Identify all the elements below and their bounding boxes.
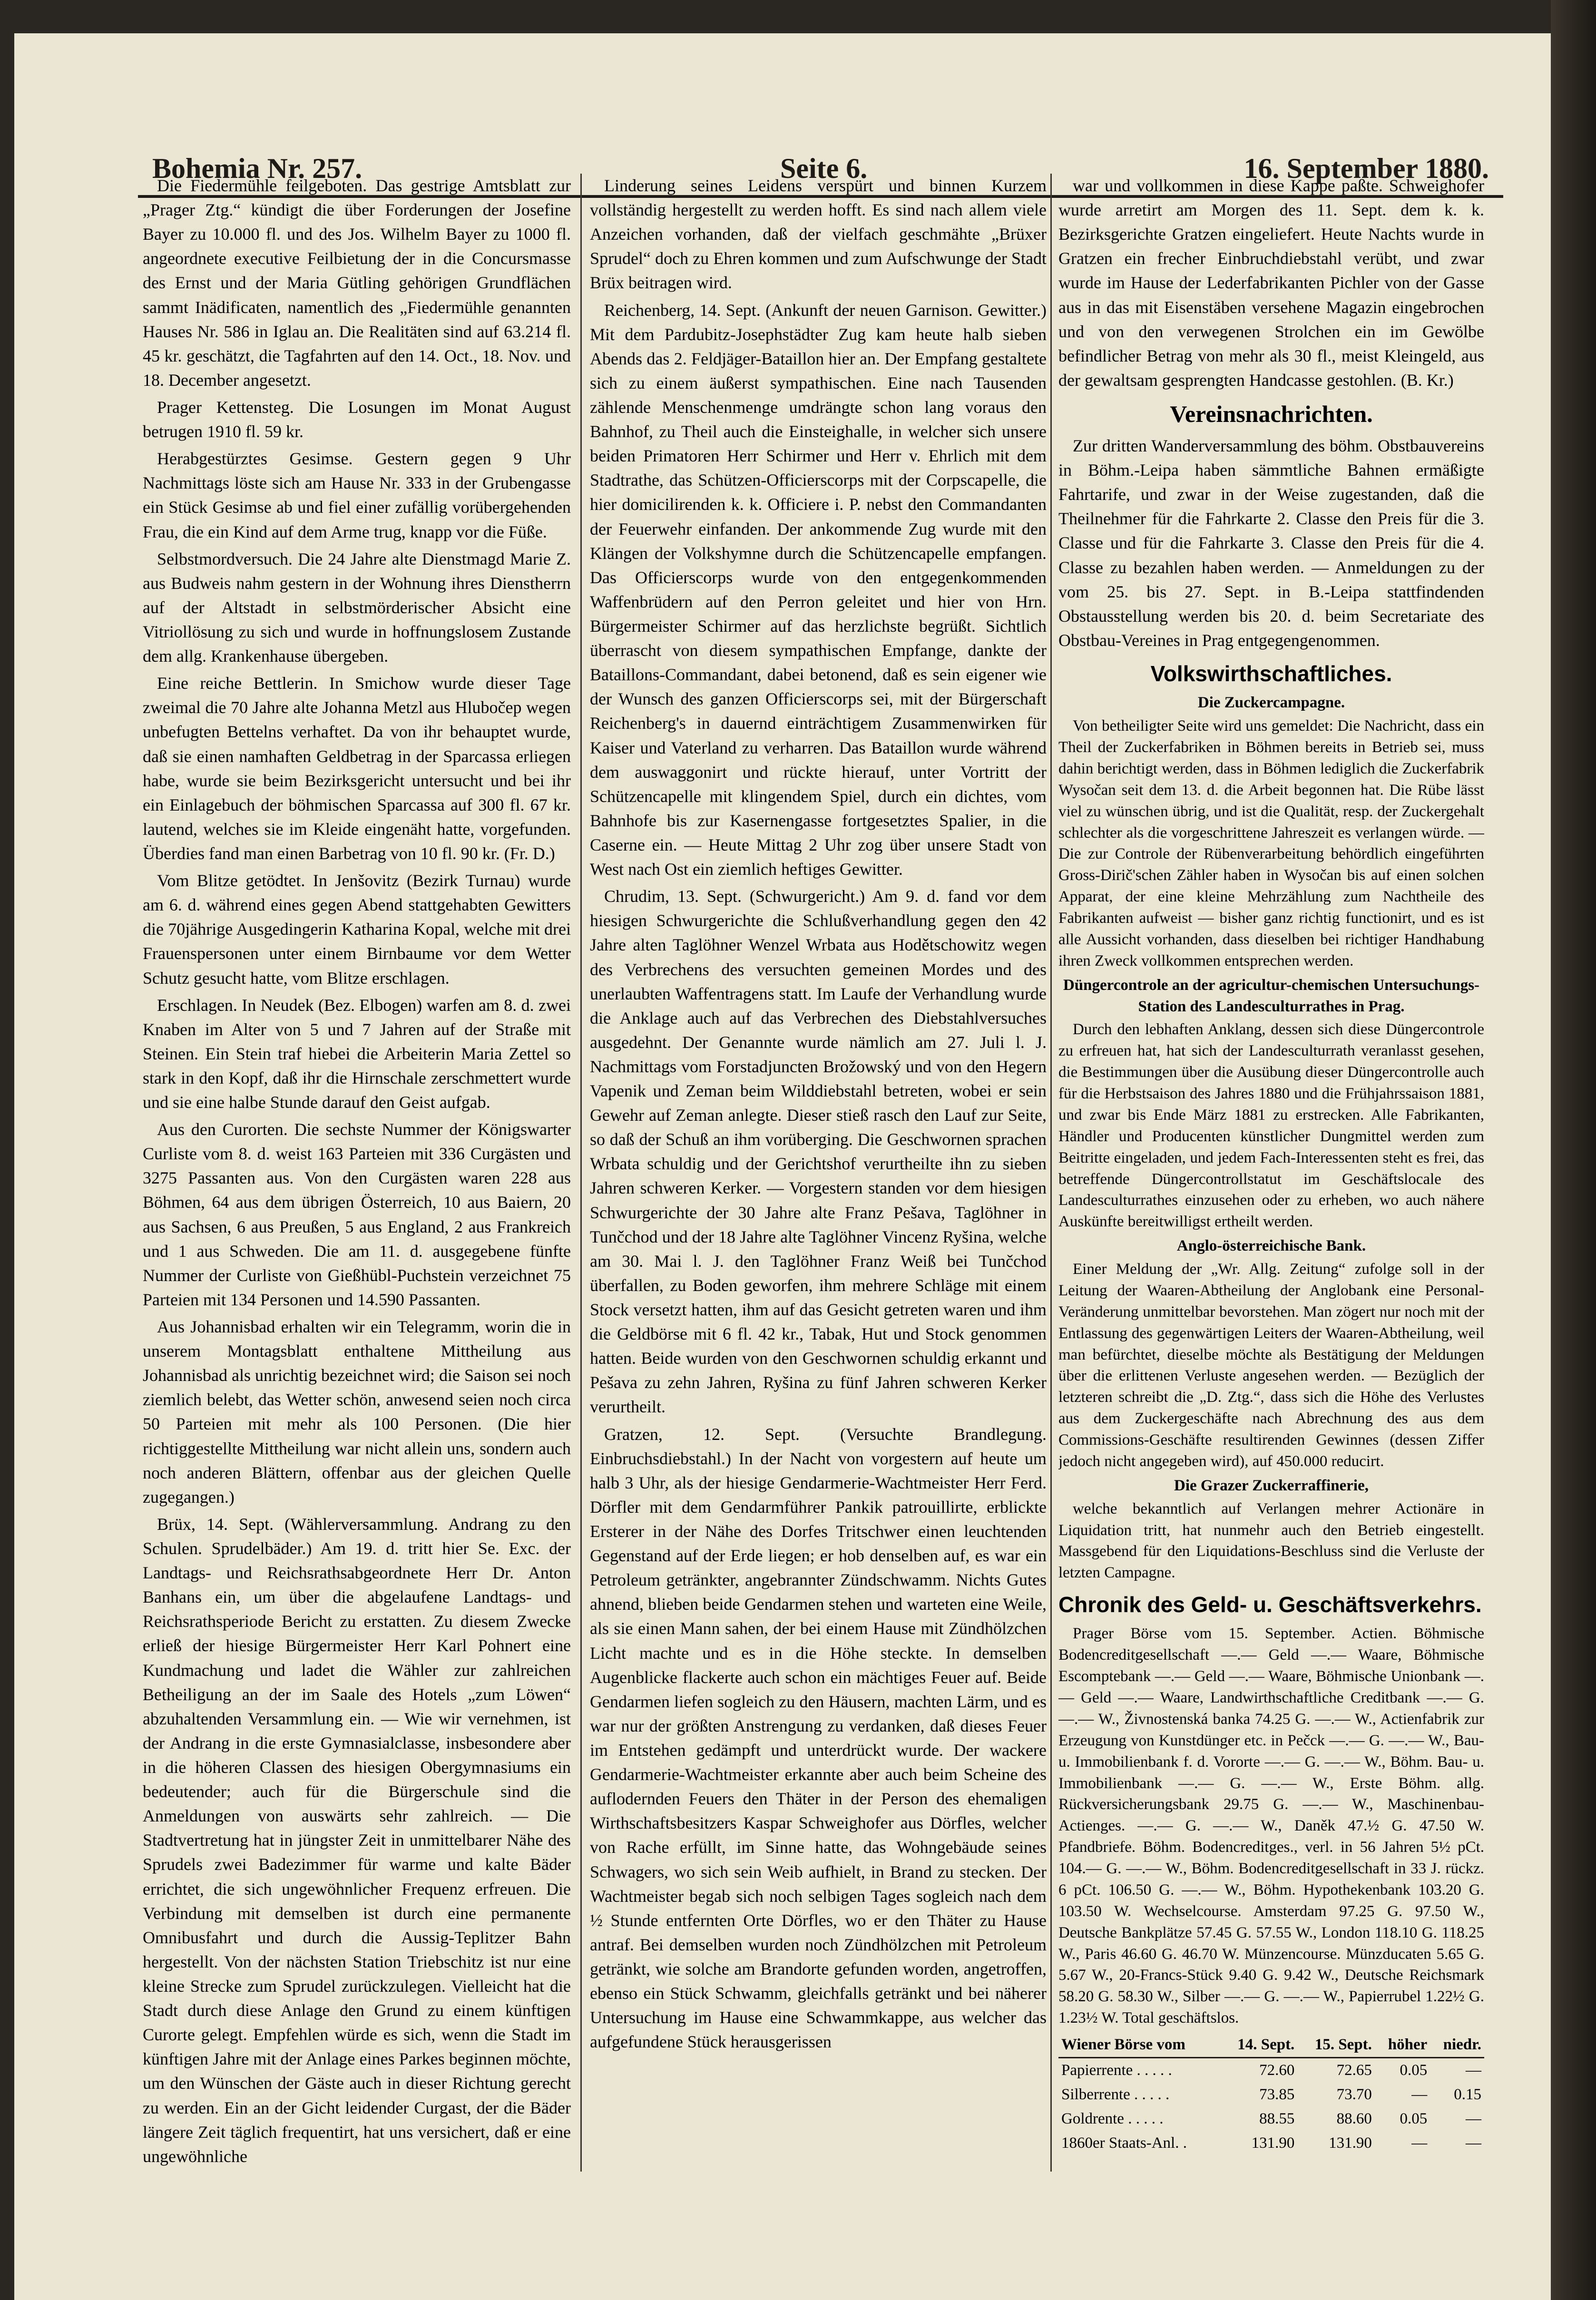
article: Von betheiligter Seite wird uns gemeldet: Die Nachricht, dass ein Theil der Zuckerfabriken in Böhmen bereits in Betrieb sei, muss dahin berichtigt werden, dass in Böhmen lediglich die Zuckerfabrik Wysočan seit dem 13. d. die Arbeit begonnen hat. Die Rübe lässt viel zu wünschen übrig, und ist die Qualität, resp. der Zuckergehalt schlechter als die vorgeschrittene Jahreszeit es verlangen würde. — Die zur Controle der Rübenverarbeitung behördlich eingeführten Gross-Dirič'schen Zähler haben in Wysočan bis auf einen solchen Apparat, der eine kleine Mehrzählung zum Nachtheile des Fabrikanten aufweist — bisher ganz richtig functionirt, und es ist alle Aussicht vorhanden, dass dieselben bei richtiger Handhabung ihren Zweck vollkommen entsprechen werden. xyxy=(1058,717,1484,969)
table-cell: 73.85 xyxy=(1259,2085,1295,2103)
column-3 xyxy=(1058,174,1484,2172)
table-cell: 131.90 xyxy=(1251,2134,1295,2152)
section-heading-chronik: Chronik des Geld- u. Geschäftsverkehrs. xyxy=(1058,1592,1482,1617)
article: Die Fiedermühle feilgeboten. Das gestrige Amtsblatt zur „Prager Ztg.“ kündigt die über Forderungen der Josefine Bayer zu 10.000 fl. und des Jos. Wilhelm Bayer zu 1000 fl. angeordnete executive Feilbietung der in die Concursmasse des Ernst und der Maria Gütling gehörigen Grundflächen sammt Inädificaten, namentlich des „Fiedermühle genannten Hauses Nr. 586 in Iglau an. Die Realitäten sind auf 63.214 fl. 45 kr. geschätzt, die Tagfahrten auf den 14. Oct., 18. Nov. und 18. December angesetzt. xyxy=(143,176,571,390)
vienna-exchange-table xyxy=(1058,2033,1484,2155)
article: Gratzen, 12. Sept. (Versuchte Brandlegung. Einbruchsdiebstahl.) In der Nacht von vorgestern auf heute um halb 3 Uhr, als der hiesige Gendarmerie-Wachtmeister Herr Ferd. Dörfler mit dem Gendarmführer Pankik patrouillirte, erblickte Ersterer in der Nähe des Dorfes Tritschwer einen leuchtenden Gegenstand auf der Erde liegen; er hob denselben auf, es war ein Petroleum getränkter, angebrannter Zündschwamm. Nichts Gutes ahnend, blieben beide Gendarmen stehen und warteten eine Weile, als sie einen Mann sahen, der bei einem Hause mit Zündhölzchen Licht machte und es in die Höhe steckte. In demselben Augenblicke flackerte auch schon ein mächtiges Feuer auf. Beide Gendarmen liefen sogleich zu den Häusern, machten Lärm, und es war nur der größten Anstrengung zu verdanken, daß dieses Feuer im Entstehen gedämpft und unterdrückt wurde. Der wackere Gendarmerie-Wachtmeister erkannte aber auch beim Scheine des auflodernden Feuers den Thäter in der Person des ehemaligen Wirthschaftsbesitzers Kaspar Schweighofer aus Dörfles, welcher von Rache erfüllt, im Sinne hatte, das Wohngebäude seines Schwagers, wo sich sein Weib aufhielt, in Brand zu stecken. Der Wachtmeister begab sich noch selbigen Tages sogleich nach dem ½ Stunde entfernten Orte Dörfles, wo er den Thäter zu Hause antraf. Bei demselben wurden noch Zündhölzchen mit Petroleum getränkt, wie solche am Brandorte gefunden worden, angetroffen, ebenso ein Stück Schwamm, gleichfalls getränkt und bei näherer Untersuchung im Hause eine Schwammkappe, aus welcher das aufgefundene Stück herausgerissen xyxy=(590,1424,1047,2052)
article: Linderung seines Leidens verspürt und binnen Kurzem vollständig hergestellt zu werden hofft. Es sind nach allem viele Anzeichen vorhanden, daß der vielfach geschmähte „Brüxer Sprudel“ doch zu Ehren kommen und zum Aufschwunge der Stadt Brüx beitragen wird. xyxy=(590,176,1047,293)
table-cell: 131.90 xyxy=(1329,2134,1372,2152)
header-publication: Bohemia Nr. 257. xyxy=(152,153,362,184)
table-header: 15. Sept. xyxy=(1297,2033,1375,2057)
article: Aus Johannisbad erhalten wir ein Telegramm, worin die in unserem Montagsblatt enthaltene Mittheilung aus Johannisbad als unrichtig bezeichnet wird; die Saison sei noch ziemlich belebt, das Wetter schön, anwesend seien noch circa 50 Parteien mit mehr als 100 Personen. (Die hier richtiggestellte Mittheilung war nicht allein uns, sondern auch noch anderen Blättern, offenbar aus der gleichen Quelle zugegangen.) xyxy=(143,1317,571,1507)
table-header-row xyxy=(1058,2033,1484,2057)
article: Selbstmordversuch. Die 24 Jahre alte Dienstmagd Marie Z. aus Budweis nahm gestern in der Wohnung ihres Dienstherrn auf der Altstadt in selbstmörderischer Absicht eine Vitriollösung zu sich und wurde in hoffnungslosem Zustande dem allg. Krankenhause übergeben. xyxy=(143,549,571,666)
article: war und vollkommen in diese Kappe paßte. Schweighofer wurde arretirt am Morgen des 11. Sept. dem k. k. Bezirksgerichte Gratzen eingeliefert. Heute Nachts wurde in Gratzen ein frecher Einbruchdiebstahl verübt, und zwar wurde im Hause der Lederfabrikanten Pichler von der Gasse aus in das mit Eisenstäben versehene Magazin eingebrochen und von den verwegenen Strolchen ein im Gewölbe befindlicher Betrag von mehr als 30 fl., meist Kleingeld, aus der gewaltsam gesprengten Handcasse gestohlen. (B. Kr.) xyxy=(1058,176,1484,390)
table-cell: 1860er Staats-Anl. . xyxy=(1061,2134,1187,2152)
article: Prager Kettensteg. Die Losungen im Monat August betrugen 1910 fl. 59 kr. xyxy=(143,397,571,441)
table-row xyxy=(1058,2131,1484,2155)
article: Herabgestürztes Gesimse. Gestern gegen 9 Uhr Nachmittags löste sich am Hause Nr. 333 in der Grubengasse ein Stück Gesimse ab und fiel einer zufällig vorübergehenden Frau, die ein Kind auf dem Arme trug, knapp vor die Füße. xyxy=(143,449,571,541)
table-cell: — xyxy=(1466,2110,1481,2127)
article-heading: Die Zuckercampagne. xyxy=(1197,694,1345,712)
article: Eine reiche Bettlerin. In Smichow wurde dieser Tage zweimal die 70 Jahre alte Johanna Metzl aus Hlubočep wegen unbefugten Bettelns verhaftet. Da von ihr behauptet wurde, daß sie einen namhaften Geldbetrag in der Sparcassa erliegen habe, wurde sie beim Bezirksgericht untersucht und bei ihr ein Einlagebuch der böhmischen Sparcassa auf 300 fl. 67 kr. lautend, welches sie im Kleide eingenäht hatte, vorgefunden. Überdies fand man einen Barbetrag von 10 fl. 90 kr. (Fr. D.) xyxy=(143,674,571,863)
article: Durch den lebhaften Anklang, dessen sich diese Düngercontrole zu erfreuen hat, hat sich der Landesculturrath veranlasst gesehen, die Bestimmungen über die Ausübung dieser Düngercontrolle auch für die Herbstsaison des Jahres 1880 und die Frühjahrssaison 1881, und zwar bis Ende März 1881 zu erstrecken. Alle Fabrikanten, Händler und Producenten künstlicher Dungmittel werden zum Beitritte eingeladen, und jedem Fach-Interessenten steht es frei, das betreffende Düngercontrollstatut im Geschäftslocale des Landesculturrathes einzusehen oder zu erheben, wo auch nähere Auskünfte bereitwilligst ertheilt werden. xyxy=(1058,1021,1484,1231)
table-cell: 72.60 xyxy=(1259,2061,1295,2079)
table-cell: 0.05 xyxy=(1400,2110,1428,2127)
table-header: niedr. xyxy=(1430,2033,1484,2057)
article: Aus den Curorten. Die sechste Nummer der Königswarter Curliste vom 8. d. weist 163 Parteien mit 336 Curgästen und 3275 Passanten aus. Von den Curgästen waren 228 aus Böhmen, 64 aus dem übrigen Österreich, 10 aus Baiern, 20 aus Sachsen, 6 aus Preußen, 5 aus England, 2 aus Frankreich und 1 aus Schweden. Die am 11. d. ausgegebene fünfte Nummer der Curliste von Gießhübl-Puchstein verzeichnet 75 Parteien mit 134 Personen und 14.590 Passanten. xyxy=(143,1120,571,1309)
section-heading-volkswirthschaftliches: Volkswirthschaftliches. xyxy=(1150,661,1392,686)
section-heading-vereinsnachrichten: Vereinsnachrichten. xyxy=(1170,400,1373,427)
prague-exchange-report: Prager Börse vom 15. September. Actien. Böhmische Bodencreditgesellschaft —.— Geld —.— Waare, Böhmische Escomptebank —.— Geld —.— Waare, Böhmische Unionbank —.— Geld —.— Waare, Landwirthschaftliche Creditbank —.— G. —.— W., Živnostenská banka 74.25 G. —.— W., Actienfabrik zur Erzeugung von Kunstdünger etc. in Pečck —.— G. —.— W., Bau- u. Immobilienbank f. d. Vororte —.— G. —.— W., Böhm. Bau- u. Immobilienbank —.— G. —.— W., Erste Böhm. allg. Rückversicherungsbank 29.75 G. —.— W., Maschinenbau-Actienges. —.— G. —.— W., Daněk 47.½ G. 47.50 W. Pfandbriefe. Böhm. Bodencreditges., verl. in 56 Jahren 5½ pCt. 104.— G. —.— W., Böhm. Bodencreditgesellschaft in 33 J. rückz. 6 pCt. 106.50 G. —.— W., Böhm. Hypothekenbank 103.20 G. 103.50 W. Wechselcourse. Amsterdam 97.25 G. 97.50 W., Deutsche Bankplätze 57.45 G. 57.55 W., London 118.10 G. 118.25 W., Paris 46.60 G. 46.70 W. Münzencourse. Münzducaten 5.65 G. 5.67 W., 20-Francs-Stück 9.40 G. 9.42 W., Deutsche Reichsmark 58.20 G. 58.30 W., Silber —.— G. —.— W., Papierrubel 1.22½ G. 1.23½ W. Total geschäftslos. xyxy=(1058,1625,1484,2027)
table-row xyxy=(1058,2083,1484,2107)
table-cell: Silberrente . . . . . xyxy=(1061,2085,1170,2103)
article-heading: Düngercontrole an der agricultur-chemischen Untersuchungs-Station des Landesculturrathes in Prag. xyxy=(1063,976,1480,1015)
economic-section xyxy=(1058,692,1484,1584)
column-rule xyxy=(580,174,582,2172)
article: Einer Meldung der „Wr. Allg. Zeitung“ zufolge soll in der Leitung der Waaren-Abtheilung der Anglobank eine Personal-Veränderung unmittelbar bevorstehen. Man zögert nur noch mit der Entlassung des gegenwärtigen Leiters der Waaren-Abtheilung, weil man befürchtet, dieselbe möchte als Bestätigung der Meldungen über die erlittenen Verluste angesehen werden. — Bezüglich der letzteren schreibt die „D. Ztg.“, dass sich die Höhe des Verlustes aus dem Zuckergeschäfte nach Abrechnung des aus dem Commissions-Geschäfte resultirenden Gewinnes (dessen Ziffer jedoch nicht angegeben wird), auf 450.000 reducirt. xyxy=(1058,1261,1484,1470)
table-cell: — xyxy=(1466,2061,1481,2079)
article: welche bekanntlich auf Verlangen mehrer Actionäre in Liquidation tritt, hat nunmehr auch den Betrieb eingestellt. Massgebend für den Liquidations-Beschluss sind die Verluste der letzten Campagne. xyxy=(1058,1500,1484,1582)
table-header: Wiener Börse vom xyxy=(1058,2033,1220,2057)
article: Reichenberg, 14. Sept. (Ankunft der neuen Garnison. Gewitter.) Mit dem Pardubitz-Josephstädter Zug kam heute halb sieben Abends das 2. Feldjäger-Bataillon hier an. Der Empfang gestaltete sich zu einem äußerst sympathischen. Eine nach Tausenden zählende Menschenmenge umdrängte schon lang voraus den Bahnhof, zu Theil auch die Einsteighalle, in welcher sich unsere beiden Primatoren Herr Schirmer und Herr v. Ehrlich mit dem Stadtrathe, das Schützen-Officierscorps mit der Corpscapelle, die hier domicilirenden k. k. Officiere i. P. nebst den Commandanten der Feuerwehr einfanden. Der ankommende Zug wurde mit den Klängen der Volkshymne durch die Schützencapelle empfangen. Das Officierscorps wurde von den entgegenkommenden Waffenbrüdern auf den Perron geleitet und hier von Hrn. Bürgermeister Schirmer auf das herzlichste begrüßt. Sichtlich überrascht von diesem sympathischen Empfange, dankte der Bataillons-Commandant, dabei betonend, daß es sein eigener wie der Wunsch des ganzen Officierscorps sei, mit der Bürgerschaft Reichenberg's in dauernd einträchtigem Zusammenwirken für Kaiser und Vaterland zu verharren. Das Bataillon wurde während dem auswaggonirt und rückte hierauf, unter Vortritt der Schützencapelle mit klingendem Spiel, durch ein dichtes, vom Bahnhofe bis zur Kasernengasse fortgesetztes Spalier, in die Caserne ein. — Heute Mittag 2 Uhr zog über unsere Stadt von West nach Ost ein ziemlich heftiges Gewitter. xyxy=(590,300,1047,879)
table-cell: Papierrente . . . . . xyxy=(1061,2061,1172,2079)
table-cell: — xyxy=(1411,2134,1428,2152)
table-cell: — xyxy=(1466,2134,1481,2152)
table-cell: 0.15 xyxy=(1454,2085,1481,2103)
article: Erschlagen. In Neudek (Bez. Elbogen) warfen am 8. d. zwei Knaben im Alter von 5 und 7 Jahren auf der Straße mit Steinen. Ein Stein traf hiebei die Arbeiterin Maria Zettel so stark in den Kopf, daß ihr die Hirnschale zerschmettert wurde und sie eine halbe Stunde darauf den Geist aufgab. xyxy=(143,995,571,1112)
table-header: 14. Sept. xyxy=(1220,2033,1298,2057)
article-heading: Anglo-österreichische Bank. xyxy=(1176,1237,1366,1255)
header-page-number: Seite 6. xyxy=(780,153,868,184)
article: Vom Blitze getödtet. In Jenšovitz (Bezirk Turnau) wurde am 6. d. während eines gegen Abend stattgehabten Gewitters die 70jährige Ausgedingerin Katharina Kopal, welche mit drei Frauenspersonen unter einem Birnbaume vor dem Wetter Schutz gesucht hatte, vom Blitze erschlagen. xyxy=(143,871,571,988)
table-cell: Goldrente . . . . . xyxy=(1061,2110,1164,2127)
table-cell: 72.65 xyxy=(1336,2061,1372,2079)
article: Zur dritten Wanderversammlung des böhm. Obstbauvereins in Böhm.-Leipa haben sämmtliche Bahnen ermäßigte Fahrtarife, und zwar in der Weise zugestanden, daß die Theilnehmer für die Fahrkarte 2. Classe den Preis für die 3. Classe und für die Fahrkarte 3. Classe den Preis für die 4. Classe zu bezahlen haben werden. — Anmeldungen zu der vom 25. bis 27. Sept. in B.-Leipa stattfindenden Obstausstellung werden bis 20. d. beim Secretariate des Obstbau-Vereines in Prag entgegengenommen. xyxy=(1058,436,1484,650)
table-cell: 88.55 xyxy=(1259,2110,1295,2127)
column-rule xyxy=(1050,174,1052,2172)
article: Brüx, 14. Sept. (Wählerversammlung. Andrang zu den Schulen. Sprudelbäder.) Am 19. d. tritt hier Se. Exc. der Landtags- und Reichsrathsabgeordnete Herr Dr. Anton Banhans ein, um über die abgelaufene Landtags- und Reichsrathsperiode Bericht zu erstatten. Zu diesem Zwecke erließ der hiesige Bürgermeister Herr Karl Pohnert eine Kundmachung und ladet die Wähler zur zahlreichen Betheiligung an der im Saale des Hotels „zum Löwen“ abzuhaltenden Versammlung ein. — Wie wir vernehmen, ist der Andrang in die erste Gymnasialclasse, insbesondere aber in die höheren Classen des hiesigen Obergymnasiums ein bedeutender; auch für die Bürgerschule sind die Anmeldungen von auswärts sehr zahlreich. — Die Stadtvertretung hat in jüngster Zeit in unmittelbarer Nähe des Sprudels zwei Badezimmer für warme und kalte Bäder errichtet, die sich ungewöhnlicher Frequenz erfreuen. Die Verbindung mit demselben ist durch eine permanente Omnibusfahrt und durch die Aussig-Teplitzer Bahn hergestellt. Von der nächsten Station Triebschitz ist nur eine kleine Strecke zum Sprudel zurückzulegen. Vielleicht hat die Stadt durch diese Anlage den Grund zu einem künftigen Curorte gelegt. Empfehlen würde es sich, wenn die Stadt im künftigen Jahre mit der Anlage eines Parkes beginnen möchte, um den Wünschen der Gäste auch in dieser Richtung gerecht zu werden. Ein an der Gicht leidender Curgast, der die Bäder längere Zeit täglich frequentirt, hat uns versichert, daß er eine ungewöhnliche xyxy=(143,1514,571,2166)
table-header: höher xyxy=(1375,2033,1430,2057)
table-cell: 88.60 xyxy=(1336,2110,1372,2127)
header-date: 16. September 1880. xyxy=(1244,153,1489,184)
article: Chrudim, 13. Sept. (Schwurgericht.) Am 9. d. fand vor dem hiesigen Schwurgerichte die Schlußverhandlung gegen den 42 Jahre alten Taglöhner Wenzel Wrbata aus Hodětschowitz wegen des Verbrechens des versuchten gemeinen Mordes und des unerlaubten Waffentragens statt. Im Laufe der Verhandlung wurde die Anklage auch auf das Verbrechen des Diebstahlversuches ausgedehnt. Der Genannte wurde nämlich am 27. Juli l. J. Nachmittags vom Forstadjuncten Brožowský und von den Hegern Vapenik und Zeman beim Wilddiebstahl betreten, wobei er sein Gewehr auf Zeman anlegte. Dieser stieß rasch den Lauf zur Seite, so daß der Schuß an ihm vorüberging. Die Geschwornen sprachen Wrbata schuldig und der Gerichtshof verurtheilte ihn zu sieben Jahren schweren Kerker. — Vorgestern standen vor dem hiesigen Schwurgerichte der 30 Jahre alte Franz Pešava, Taglöhner in Tunčchod und der 18 Jahre alte Taglöhner Vincenz Ryšina, welche am 30. Mai l. J. den Taglöhner Franz Weiß bei Tunčchod überfallen, zu Boden geworfen, ihm mehrere Schläge mit einem Stock versetzt hatten, ihm auf das Gesicht getreten waren und ihm die Geldbörse mit 6 fl. 42 kr., Tabak, Hut und Stock genommen hatten. Beide wurden von den Geschwornen schuldig erkannt und Pešava zu zehn Jahren, Ryšina zu fünf Jahren schweren Kerker verurtheilt. xyxy=(590,887,1047,1417)
table-cell: 73.70 xyxy=(1336,2085,1372,2103)
table-row xyxy=(1058,2107,1484,2131)
table-cell: — xyxy=(1411,2085,1428,2103)
table-cell: 0.05 xyxy=(1400,2061,1428,2079)
book-edge xyxy=(1551,0,1596,2300)
column-1 xyxy=(143,174,571,2172)
column-2 xyxy=(590,174,1047,2172)
table-row xyxy=(1058,2057,1484,2082)
article-heading: Die Grazer Zuckerraffinerie, xyxy=(1174,1477,1369,1494)
